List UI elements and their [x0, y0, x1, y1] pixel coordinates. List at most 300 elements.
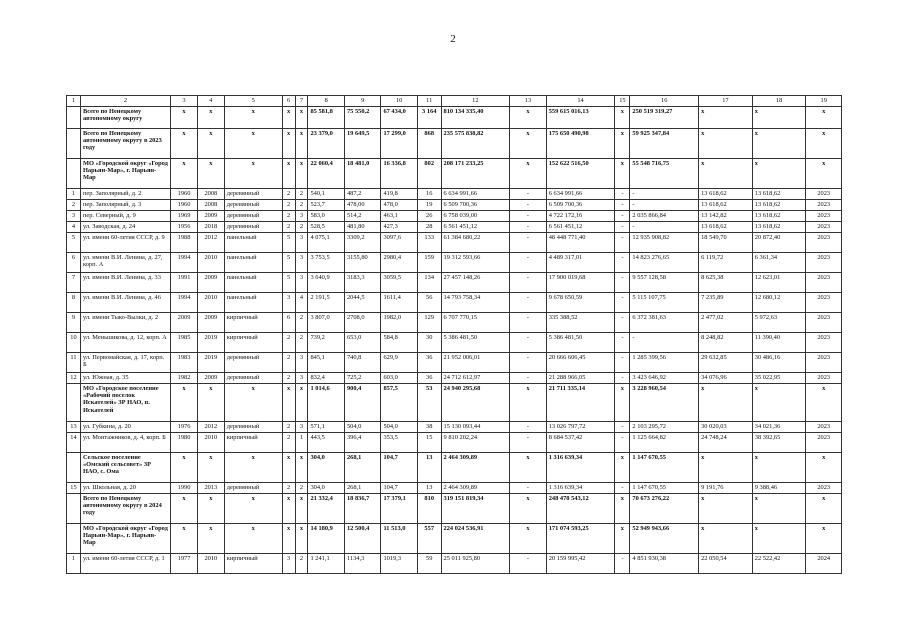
table-cell: 36 — [417, 373, 441, 384]
table-cell: 13 142,82 — [699, 211, 753, 222]
table-cell — [67, 494, 81, 524]
table-cell: 2010 — [197, 293, 224, 313]
table-cell: 629,9 — [381, 353, 417, 373]
table-cell: 3 — [295, 273, 308, 293]
summary-row — [67, 453, 842, 483]
table-cell: 2 — [282, 353, 295, 373]
table-cell: 12 623,01 — [752, 273, 806, 293]
table-cell: 18 836,7 — [344, 494, 380, 524]
column-number: 19 — [806, 96, 842, 107]
table-cell: 1983 — [171, 353, 198, 373]
table-cell: 14 — [67, 433, 81, 453]
table-cell: 3155,80 — [344, 253, 380, 273]
column-number: 15 — [615, 96, 630, 107]
address-cell: ул. Школьная, д. 20 — [80, 483, 170, 494]
table-cell: 9 191,76 — [699, 483, 753, 494]
column-number: 10 — [381, 96, 417, 107]
table-cell: х — [171, 159, 198, 189]
table-cell: 13 618,62 — [699, 200, 753, 211]
table-cell: 857,5 — [381, 384, 417, 422]
table-cell: х — [510, 129, 546, 159]
summary-row — [67, 384, 842, 422]
table-cell: 2009 — [197, 211, 224, 222]
table-cell: 20 872,40 — [752, 233, 806, 253]
column-number: 7 — [295, 96, 308, 107]
table-cell: х — [197, 494, 224, 524]
column-number: 17 — [699, 96, 753, 107]
table-cell: 13 — [417, 453, 441, 483]
table-cell: х — [699, 159, 753, 189]
table-cell: 2 — [282, 333, 295, 353]
table-cell: 2009 — [197, 373, 224, 384]
table-cell: 133 — [417, 233, 441, 253]
table-cell: 2 — [282, 483, 295, 494]
table-cell: 802 — [417, 159, 441, 189]
table-cell: 2023 — [806, 200, 842, 211]
table-cell: 5 — [282, 233, 295, 253]
table-cell: 2023 — [806, 422, 842, 433]
table-cell: х — [510, 159, 546, 189]
table-cell: 2980,4 — [381, 253, 417, 273]
table-row — [67, 483, 842, 494]
table-cell: х — [806, 453, 842, 483]
table-cell: 2019 — [197, 353, 224, 373]
table-cell: 6 758 039,00 — [441, 211, 510, 222]
address-cell: ул. имени 60-летия СССР, д. 9 — [80, 233, 170, 253]
table-cell: 6 561 451,12 — [441, 222, 510, 233]
table-cell: 478,0 — [381, 200, 417, 211]
table-cell: х — [699, 384, 753, 422]
table-cell: 3 — [295, 422, 308, 433]
table-cell: х — [806, 524, 842, 554]
table-cell: х — [806, 384, 842, 422]
table-cell: х — [295, 494, 308, 524]
table-cell: - — [615, 233, 630, 253]
table-cell: 1976 — [171, 422, 198, 433]
table-cell: 2023 — [806, 353, 842, 373]
table-cell: 2 — [295, 483, 308, 494]
table-cell: х — [615, 129, 630, 159]
table-cell: х — [699, 524, 753, 554]
table-cell: х — [295, 384, 308, 422]
table-cell: 2009 — [197, 313, 224, 333]
column-number: 4 — [197, 96, 224, 107]
table-row — [67, 211, 842, 222]
summary-row — [67, 129, 842, 159]
table-cell: 9 810 202,24 — [441, 433, 510, 453]
table-cell: 13 — [417, 483, 441, 494]
table-row — [67, 200, 842, 211]
table-cell: х — [699, 494, 753, 524]
table-cell: 1994 — [171, 253, 198, 273]
table-cell: 6 509 700,36 — [441, 200, 510, 211]
column-number: 13 — [510, 96, 546, 107]
table-cell: 235 575 838,82 — [441, 129, 510, 159]
table-cell: панельный — [224, 253, 282, 273]
table-cell: - — [510, 273, 546, 293]
table-cell: 8 684 537,42 — [546, 433, 615, 453]
table-cell: 24 712 612,97 — [441, 373, 510, 384]
table-cell: 10 — [67, 333, 81, 353]
table-cell: 16 336,8 — [381, 159, 417, 189]
table-cell: деревянный — [224, 483, 282, 494]
table-cell: 14 793 758,34 — [441, 293, 510, 313]
table-cell: 2009 — [171, 313, 198, 333]
table-cell: - — [630, 222, 699, 233]
address-cell: ул. имени 60-летия СССР, д. 1 — [80, 554, 170, 574]
table-cell: х — [282, 494, 295, 524]
table-cell: 175 650 490,98 — [546, 129, 615, 159]
table-cell: 463,1 — [381, 211, 417, 222]
table-cell: х — [615, 159, 630, 189]
table-cell: х — [197, 159, 224, 189]
table-cell: 2 477,02 — [699, 313, 753, 333]
table-cell — [67, 524, 81, 554]
table-cell: 6 361,34 — [752, 253, 806, 273]
table-cell: х — [752, 494, 806, 524]
table-cell: 2023 — [806, 233, 842, 253]
table-cell: х — [806, 159, 842, 189]
table-cell: 1985 — [171, 333, 198, 353]
table-cell: 419,8 — [381, 189, 417, 200]
table-cell: 1994 — [171, 293, 198, 313]
table-cell: 13 — [67, 422, 81, 433]
table-cell: 2 — [295, 189, 308, 200]
table-cell: 104,7 — [381, 483, 417, 494]
address-cell: Всего по Ненецкому автономному округу в 2024 году — [80, 494, 170, 524]
table-cell: 832,4 — [308, 373, 344, 384]
table-cell: 3 640,9 — [308, 273, 344, 293]
table-cell: - — [630, 189, 699, 200]
table-row — [67, 422, 842, 433]
address-cell: ул. имени В.И. Ленина, д. 27, корп. А — [80, 253, 170, 273]
table-cell: 22 050,54 — [699, 554, 753, 574]
table-row — [67, 353, 842, 373]
table-cell: 248 478 543,12 — [546, 494, 615, 524]
table-row — [67, 373, 842, 384]
table-cell: 2 — [295, 333, 308, 353]
table-cell: 1988 — [171, 233, 198, 253]
table-cell: 2 — [282, 200, 295, 211]
table-cell: 13 618,62 — [752, 211, 806, 222]
table-cell: 335 388,52 — [546, 313, 615, 333]
table-cell: - — [510, 313, 546, 333]
table-cell: 3 — [282, 293, 295, 313]
table-cell: 1977 — [171, 554, 198, 574]
table-cell: 14 823 276,65 — [630, 253, 699, 273]
table-cell: 2012 — [197, 422, 224, 433]
table-cell: х — [510, 384, 546, 422]
table-cell: 1 — [67, 554, 81, 574]
table-cell: деревянный — [224, 200, 282, 211]
table-cell: 1956 — [171, 222, 198, 233]
table-cell: кирпичный — [224, 433, 282, 453]
table-cell: - — [510, 433, 546, 453]
table-cell: 16 — [417, 189, 441, 200]
table-cell: 6 372 381,63 — [630, 313, 699, 333]
table-cell: 171 074 593,25 — [546, 524, 615, 554]
address-cell: ул. Первомайская, д. 17, корп. Б — [80, 353, 170, 373]
table-cell: 23 379,0 — [308, 129, 344, 159]
table-cell: 1982 — [171, 373, 198, 384]
table-cell: 740,8 — [344, 353, 380, 373]
table-row — [67, 273, 842, 293]
table-cell: 17 900 019,68 — [546, 273, 615, 293]
table-row — [67, 554, 842, 574]
table-cell: 2044,5 — [344, 293, 380, 313]
table-cell: х — [224, 107, 282, 129]
table-cell: 6 707 770,15 — [441, 313, 510, 333]
column-number: 14 — [546, 96, 615, 107]
table-cell: 2023 — [806, 333, 842, 353]
table-cell: 104,7 — [381, 453, 417, 483]
table-cell: 3 — [295, 211, 308, 222]
table-cell: 15 — [67, 483, 81, 494]
table-cell: х — [224, 384, 282, 422]
table-cell: 6 — [67, 253, 81, 273]
table-cell: 2010 — [197, 253, 224, 273]
table-cell: 129 — [417, 313, 441, 333]
summary-row — [67, 494, 842, 524]
table-cell: 2 — [282, 422, 295, 433]
table-cell: - — [510, 483, 546, 494]
table-cell: 868 — [417, 129, 441, 159]
table-cell: 268,1 — [344, 453, 380, 483]
table-cell: - — [615, 333, 630, 353]
table-cell: 1960 — [171, 189, 198, 200]
table-cell: 5 — [67, 233, 81, 253]
address-cell: Сельское поселение «Омский сельсовет» ЗР НАО, с. Ома — [80, 453, 170, 483]
table-cell: 1 316 639,34 — [546, 453, 615, 483]
table-cell: 523,7 — [308, 200, 344, 211]
table-cell: 559 615 016,13 — [546, 107, 615, 129]
table-cell: 19 — [417, 200, 441, 211]
table-cell: х — [282, 129, 295, 159]
table-cell: 70 673 276,22 — [630, 494, 699, 524]
table-cell: 12 500,4 — [344, 524, 380, 554]
table-cell: кирпичный — [224, 554, 282, 574]
address-cell: ул. имени В.И. Ленина, д. 46 — [80, 293, 170, 313]
table-cell: 2023 — [806, 433, 842, 453]
table-cell: 268,1 — [344, 483, 380, 494]
table-cell: 2023 — [806, 313, 842, 333]
table-cell: 1 147 670,55 — [630, 453, 699, 483]
table-cell: 5 — [282, 273, 295, 293]
table-cell: 5 — [282, 253, 295, 273]
table-cell: х — [510, 494, 546, 524]
table-cell: 21 332,4 — [308, 494, 344, 524]
table-cell: 571,1 — [308, 422, 344, 433]
table-cell: 1 316 639,34 — [546, 483, 615, 494]
table-cell: деревянный — [224, 189, 282, 200]
table-cell: 810 134 335,40 — [441, 107, 510, 129]
table-cell: 725,2 — [344, 373, 380, 384]
table-cell: 38 — [417, 422, 441, 433]
column-number: 8 — [308, 96, 344, 107]
table-cell: 11 390,40 — [752, 333, 806, 353]
table-cell: - — [510, 233, 546, 253]
table-cell: 9 557 128,58 — [630, 273, 699, 293]
table-cell: 13 618,62 — [752, 222, 806, 233]
table-cell: 12 680,12 — [752, 293, 806, 313]
table-cell: 5 115 107,75 — [630, 293, 699, 313]
column-number: 5 — [224, 96, 282, 107]
table-cell: 504,0 — [381, 422, 417, 433]
table-cell: деревянный — [224, 222, 282, 233]
table-cell: х — [510, 453, 546, 483]
table-cell: 4 — [295, 293, 308, 313]
column-number: 2 — [80, 96, 170, 107]
table-cell: 3 423 646,92 — [630, 373, 699, 384]
table-cell: 2 — [282, 189, 295, 200]
table-cell: - — [615, 253, 630, 273]
table-cell: 19 312 593,66 — [441, 253, 510, 273]
table-row — [67, 293, 842, 313]
table-cell: 6 119,72 — [699, 253, 753, 273]
address-cell: ул. имени Тыко-Вылки, д. 2 — [80, 313, 170, 333]
table-cell: 396,4 — [344, 433, 380, 453]
table-cell: 67 434,0 — [381, 107, 417, 129]
column-number: 18 — [752, 96, 806, 107]
table-row — [67, 189, 842, 200]
table-cell: 3 — [295, 253, 308, 273]
table-cell: 1 147 670,55 — [630, 483, 699, 494]
table-cell: 13 618,62 — [752, 189, 806, 200]
table-cell: х — [197, 129, 224, 159]
table-cell: 22 522,42 — [752, 554, 806, 574]
table-cell: 9 388,46 — [752, 483, 806, 494]
table-cell: 29 632,85 — [699, 353, 753, 373]
table-cell: х — [752, 384, 806, 422]
column-number: 16 — [630, 96, 699, 107]
table-cell: х — [295, 159, 308, 189]
table-cell: 4 722 172,16 — [546, 211, 615, 222]
table-cell: 1611,4 — [381, 293, 417, 313]
table-cell: 24 940 295,68 — [441, 384, 510, 422]
table-cell: 20 666 606,45 — [546, 353, 615, 373]
table-cell: - — [510, 373, 546, 384]
table-cell: 30 486,16 — [752, 353, 806, 373]
table-cell: 1991 — [171, 273, 198, 293]
table-cell: 2023 — [806, 483, 842, 494]
table-cell: 21 711 335,14 — [546, 384, 615, 422]
table-cell: х — [615, 453, 630, 483]
table-cell: 3183,3 — [344, 273, 380, 293]
column-number: 9 — [344, 96, 380, 107]
table-row — [67, 433, 842, 453]
table-cell: х — [806, 129, 842, 159]
table-cell: 4 489 317,01 — [546, 253, 615, 273]
table-cell: 2 103 295,72 — [630, 422, 699, 433]
table-cell: 304,0 — [308, 483, 344, 494]
table-cell: 224 024 536,91 — [441, 524, 510, 554]
table-cell: 21 288 966,05 — [546, 373, 615, 384]
table-cell: 2008 — [197, 189, 224, 200]
table-cell: 584,8 — [381, 333, 417, 353]
table-cell: 11 513,0 — [381, 524, 417, 554]
table-cell: - — [615, 373, 630, 384]
table-cell: 59 — [417, 554, 441, 574]
table-cell: 2023 — [806, 273, 842, 293]
table-cell: - — [615, 422, 630, 433]
table-row — [67, 222, 842, 233]
table-cell: 1 125 664,82 — [630, 433, 699, 453]
table-cell: 7 — [67, 273, 81, 293]
table-cell: 583,0 — [308, 211, 344, 222]
table-cell: 353,5 — [381, 433, 417, 453]
table-cell: 25 011 925,80 — [441, 554, 510, 574]
table-cell: 514,2 — [344, 211, 380, 222]
table-cell: х — [615, 107, 630, 129]
table-cell: 2023 — [806, 373, 842, 384]
table-cell: 18 481,0 — [344, 159, 380, 189]
table-cell: 2018 — [197, 222, 224, 233]
table-cell: 2 — [282, 211, 295, 222]
table-cell: 34 021,36 — [752, 422, 806, 433]
table-cell: 13 618,62 — [699, 189, 753, 200]
table-cell: х — [615, 494, 630, 524]
table-cell: 3 — [282, 554, 295, 574]
table-cell: 17 379,1 — [381, 494, 417, 524]
table-cell: 159 — [417, 253, 441, 273]
table-cell: 6 561 451,12 — [546, 222, 615, 233]
address-cell: ул. Губкина, д. 20 — [80, 422, 170, 433]
table-cell: 13 618,62 — [752, 200, 806, 211]
table-cell: 557 — [417, 524, 441, 554]
table-cell: 6 634 991,66 — [546, 189, 615, 200]
table-cell: - — [510, 333, 546, 353]
table-cell: 18 549,70 — [699, 233, 753, 253]
table-cell: панельный — [224, 273, 282, 293]
column-number: 6 — [282, 96, 295, 107]
address-cell: пер. Заполярный, д. 3 — [80, 200, 170, 211]
table-cell: - — [615, 222, 630, 233]
table-cell: 34 076,96 — [699, 373, 753, 384]
table-cell: - — [615, 353, 630, 373]
table-cell: х — [510, 107, 546, 129]
table-cell: 2008 — [197, 200, 224, 211]
table-cell: 1980 — [171, 433, 198, 453]
table-cell: 6 634 991,66 — [441, 189, 510, 200]
address-cell: МО «Городской округ «Город Нарьян-Мар», г. Нарьян-Мар — [80, 524, 170, 554]
table-cell: х — [197, 453, 224, 483]
table-cell: 2010 — [197, 554, 224, 574]
table-cell: 250 519 319,27 — [630, 107, 699, 129]
table-cell: 9 — [67, 313, 81, 333]
table-cell: х — [282, 159, 295, 189]
table-cell: - — [630, 333, 699, 353]
table-cell: 48 448 771,40 — [546, 233, 615, 253]
address-cell: ул. Южная, д. 35 — [80, 373, 170, 384]
table-cell: 53 — [417, 384, 441, 422]
table-cell: - — [510, 253, 546, 273]
table-cell: 12 935 908,82 — [630, 233, 699, 253]
table-cell: - — [615, 273, 630, 293]
table-cell: х — [806, 107, 842, 129]
table-cell: - — [615, 200, 630, 211]
table-header-row — [67, 96, 842, 107]
table-cell: 3097,6 — [381, 233, 417, 253]
table-cell — [67, 384, 81, 422]
table-cell: 134 — [417, 273, 441, 293]
table-cell: х — [752, 107, 806, 129]
column-number: 12 — [441, 96, 510, 107]
table-cell: 478,00 — [344, 200, 380, 211]
table-cell: 319 151 819,34 — [441, 494, 510, 524]
table-cell: 653,0 — [344, 333, 380, 353]
table-cell: деревянный — [224, 353, 282, 373]
table-cell: х — [752, 159, 806, 189]
